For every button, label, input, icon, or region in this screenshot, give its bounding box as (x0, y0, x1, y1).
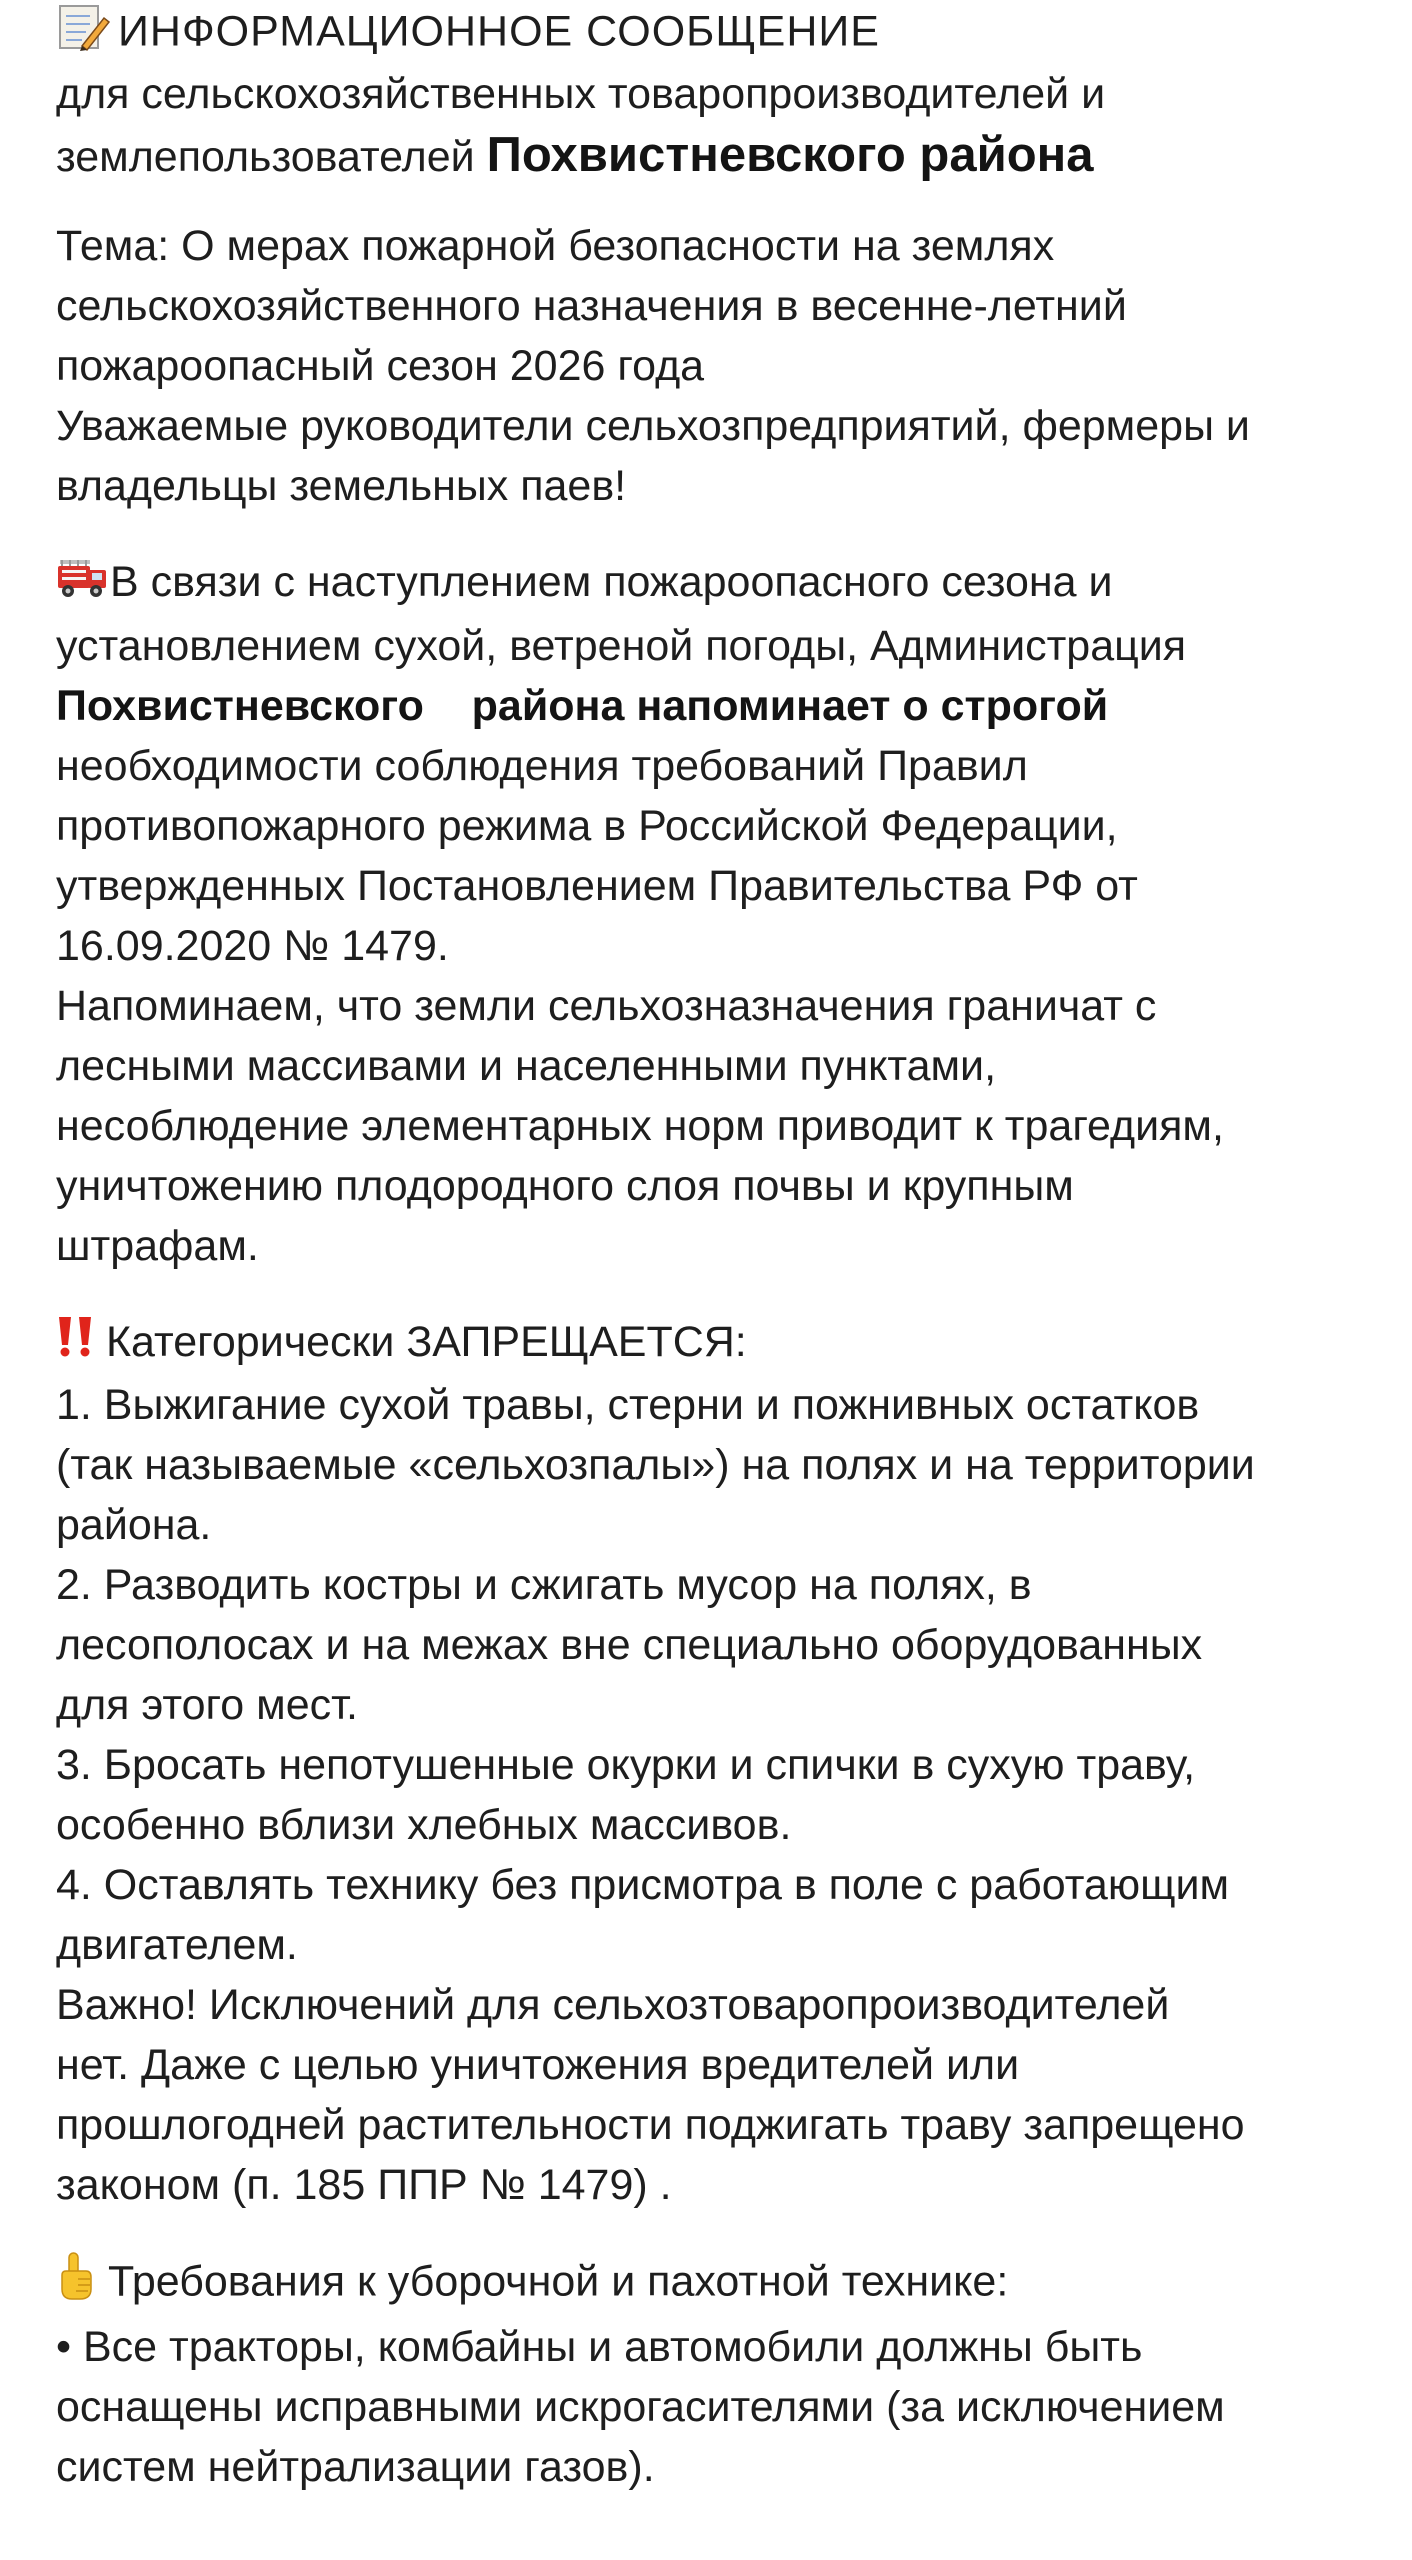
prohibited-line: 4. Оставлять технику без присмотра в поле с работающим (56, 1861, 1230, 1910)
machinery-line: систем нейтрализации газов). (56, 2443, 655, 2492)
prohibited-line: лесополосах и на межах вне специально оборудованных (56, 1621, 1203, 1670)
topic-line: Тема: О мерах пожарной безопасности на землях (56, 222, 1055, 270)
notice-line: несоблюдение элементарных норм приводит к трагедиям, (56, 1101, 1224, 1150)
fire-engine-icon (56, 554, 108, 616)
machinery-line: оснащены исправными искрогасителями (за исключением (56, 2383, 1225, 2432)
topic-line: владельцы земельных паев! (56, 462, 627, 510)
spacer (56, 188, 1372, 216)
intro-line-2 (56, 124, 1372, 188)
prohibited-line: прошлогодней растительности поджигать траву запрещено (56, 2101, 1245, 2150)
intro-line-2-prefix: землепользователей (56, 133, 487, 181)
machinery-title-line (56, 2251, 1372, 2317)
topic-line: Уважаемые руководители сельхозпредприятий, фермеры и (56, 402, 1250, 450)
spacer (56, 1276, 1372, 1312)
prohibited-line: для этого мест. (56, 1681, 358, 1730)
double-exclamation-icon (56, 1313, 96, 1375)
machinery-block (56, 2251, 1372, 2497)
memo-icon (56, 0, 112, 68)
prohibited-block (56, 1312, 1372, 2216)
prohibited-line: Важно! Исключений для сельхозтоваропроизводителей (56, 1981, 1170, 2030)
prohibited-line: нет. Даже с целью уничтожения вредителей или (56, 2041, 1020, 2090)
district-name: Похвистневского района (486, 128, 1094, 182)
prohibited-title: Категорически ЗАПРЕЩАЕТСЯ: (106, 1317, 747, 1366)
prohibited-title-line (56, 1312, 1372, 1376)
machinery-title: Требования к уборочной и пахотной технике: (108, 2257, 1009, 2306)
topic-line: сельскохозяйственного назначения в весенне-летний (56, 282, 1127, 330)
notice-block (56, 552, 1372, 1276)
notice-line: 16.09.2020 № 1479. (56, 921, 449, 970)
prohibited-line: особенно вблизи хлебных массивов. (56, 1801, 792, 1850)
topic-block (56, 216, 1372, 516)
notice-line: противопожарного режима в Российской Федерации, (56, 801, 1118, 850)
heading-text: ИНФОРМАЦИОННОЕ СООБЩЕНИЕ (118, 7, 880, 56)
topic-line: пожароопасный сезон 2026 года (56, 342, 705, 390)
notice-line: утвержденных Постановлением Правительства РФ от (56, 861, 1138, 910)
notice-line-1 (56, 552, 1372, 616)
notice-line: Напоминаем, что земли сельхозназначения граничат с (56, 981, 1157, 1030)
prohibited-line: 1. Выжигание сухой травы, стерни и пожнивных остатков (56, 1381, 1200, 1430)
notice-line-1-text: В связи с наступлением пожароопасного сезона и (110, 558, 1113, 606)
intro-line-1: для сельскохозяйственных товаропроизводителей и (56, 70, 1106, 118)
pointing-up-hand-icon (56, 2251, 96, 2317)
heading-line (56, 0, 1372, 64)
prohibited-line: (так называемые «сельхозпалы») на полях и на территории (56, 1441, 1255, 1490)
prohibited-line: района. (56, 1501, 212, 1550)
prohibited-line: 3. Бросать непотушенные окурки и спички в сухую траву, (56, 1741, 1196, 1790)
spacer (56, 2215, 1372, 2251)
spacer (56, 516, 1372, 552)
prohibited-line: двигателем. (56, 1921, 298, 1970)
notice-line: необходимости соблюдения требований Правил (56, 741, 1028, 790)
notice-line-2: установлением сухой, ветреной погоды, Администрация (56, 621, 1187, 670)
notice-line: уничтожению плодородного слоя почвы и крупным (56, 1161, 1074, 1210)
notice-line-3-bold: Похвистневского района напоминает о строгой (56, 681, 1109, 730)
notice-line: штрафам. (56, 1221, 259, 1270)
prohibited-line: 2. Разводить костры и сжигать мусор на полях, в (56, 1561, 1032, 1610)
notice-line: лесными массивами и населенными пунктами, (56, 1041, 997, 1090)
machinery-line: • Все тракторы, комбайны и автомобили должны быть (56, 2323, 1143, 2372)
prohibited-line: законом (п. 185 ППР № 1479) . (56, 2161, 672, 2210)
